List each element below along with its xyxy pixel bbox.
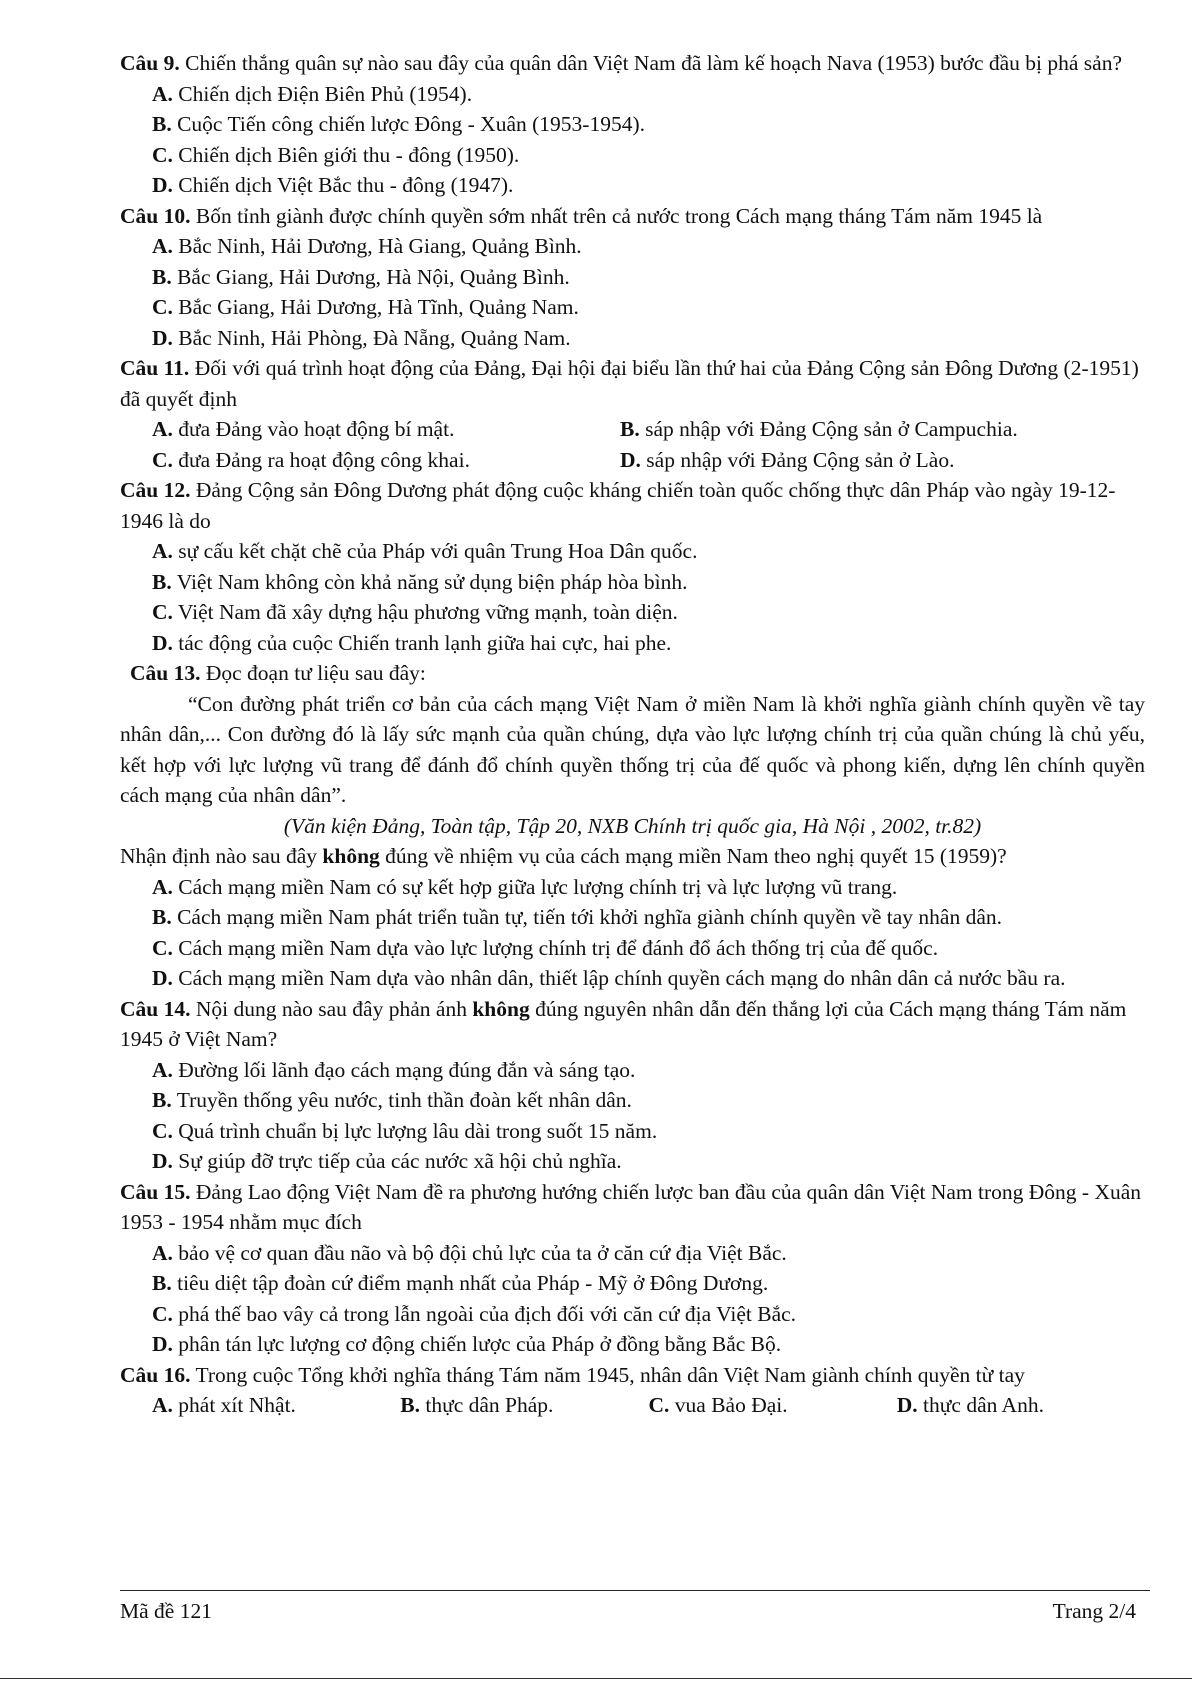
option: C. phá thế bao vây cả trong lẫn ngoài của địch đối với căn cứ địa Việt Bắc. xyxy=(152,1301,797,1326)
option: C. đưa Đảng ra hoạt động công khai. xyxy=(152,447,470,472)
option: B. Truyền thống yêu nước, tinh thần đoàn kết nhân dân. xyxy=(152,1088,632,1112)
option: D. Cách mạng miền Nam dựa vào nhân dân, thiết lập chính quyền cách mạng do nhân dân cả nước bầu ra. xyxy=(152,966,1066,990)
scan-edge-line xyxy=(0,1678,1192,1679)
option: B. Cuộc Tiến công chiến lược Đông - Xuân (1953-1954). xyxy=(152,112,645,136)
option: B. Việt Nam không còn khả năng sử dụng biện pháp hòa bình. xyxy=(152,569,688,594)
question-text: Đảng Cộng sản Đông Dương phát động cuộc kháng chiến toàn quốc chống thực dân Pháp vào ngày 19-12-1946 là do xyxy=(120,478,1116,533)
question-11 xyxy=(120,353,1145,475)
option: C. Bắc Giang, Hải Dương, Hà Tĩnh, Quảng Nam. xyxy=(152,295,579,319)
question-text: Chiến thắng quân sự nào sau đây của quân dân Việt Nam đã làm kế hoạch Nava (1953) bước đầu bị phá sản? xyxy=(185,51,1123,75)
question-text: Nhận định nào sau đây không đúng về nhiệm vụ của cách mạng miền Nam theo nghị quyết 15 (1959)? xyxy=(120,844,1007,868)
option: A. sự cấu kết chặt chẽ của Pháp với quân Trung Hoa Dân quốc. xyxy=(152,539,698,563)
question-number: Câu 14. xyxy=(120,996,191,1021)
option: B. sáp nhập với Đảng Cộng sản ở Campuchia. xyxy=(620,417,1018,441)
question-text: Bốn tỉnh giành được chính quyền sớm nhất trên cả nước trong Cách mạng tháng Tám năm 1945 là xyxy=(195,203,1043,228)
option: A. Chiến dịch Điện Biên Phủ (1954). xyxy=(152,81,473,106)
option: C. Chiến dịch Biên giới thu - đông (1950). xyxy=(152,142,520,167)
question-intro: Đọc đoạn tư liệu sau đây: xyxy=(205,661,426,685)
option: D. Sự giúp đỡ trực tiếp của các nước xã hội chủ nghĩa. xyxy=(152,1149,622,1173)
question-15 xyxy=(120,1177,1145,1360)
option: D. thực dân Anh. xyxy=(896,1393,1044,1417)
page-footer xyxy=(120,1596,1136,1626)
question-number: Câu 15. xyxy=(120,1179,191,1204)
question-10 xyxy=(120,201,1145,354)
option: D. phân tán lực lượng cơ động chiến lược của Pháp ở đồng bằng Bắc Bộ. xyxy=(152,1332,782,1356)
question-number: Câu 12. xyxy=(120,478,191,502)
option: C. vua Bảo Đại. xyxy=(648,1393,788,1417)
question-number: Câu 16. xyxy=(120,1362,191,1387)
quoted-passage: “Con đường phát triển cơ bản của cách mạng Việt Nam ở miền Nam là khởi nghĩa giành chính quyền về tay nhân dân,... Con đường đó là lấy sức mạnh của quần chúng, dựa vào lực lượng chính trị của quần chúng là chủ yếu, kết hợp với lực lượng vũ trang để đánh đổ chính quyền thống trị của đế quốc và phong kiến, dựng lên chính quyền cách mạng của nhân dân”. xyxy=(120,691,1145,807)
option: D. Bắc Ninh, Hải Phòng, Đà Nẵng, Quảng Nam. xyxy=(152,325,571,350)
option: C. Việt Nam đã xây dựng hậu phương vững mạnh, toàn diện. xyxy=(152,600,678,624)
option: A. đưa Đảng vào hoạt động bí mật. xyxy=(152,417,455,441)
option: D. tác động của cuộc Chiến tranh lạnh giữa hai cực, hai phe. xyxy=(152,630,672,655)
option: A. Đường lối lãnh đạo cách mạng đúng đắn và sáng tạo. xyxy=(152,1057,636,1082)
option: A. Bắc Ninh, Hải Dương, Hà Giang, Quảng Bình. xyxy=(152,234,582,258)
question-number: Câu 13. xyxy=(130,661,201,685)
question-13 xyxy=(120,658,1145,994)
option: A. bảo vệ cơ quan đầu não và bộ đội chủ lực của ta ở căn cứ địa Việt Bắc. xyxy=(152,1240,787,1265)
option: D. Chiến dịch Việt Bắc thu - đông (1947). xyxy=(152,173,514,197)
question-number: Câu 11. xyxy=(120,356,190,380)
question-text: Đảng Lao động Việt Nam đề ra phương hướng chiến lược ban đầu của quân dân Việt Nam trong Đông - Xuân 1953 - 1954 nhằm mục đích xyxy=(120,1179,1142,1234)
question-text: Đối với quá trình hoạt động của Đảng, Đại hội đại biểu lần thứ hai của Đảng Cộng sản Đông Dương (2-1951) đã quyết định xyxy=(120,356,1139,411)
option: A. phát xít Nhật. xyxy=(152,1393,296,1417)
question-number: Câu 9. xyxy=(120,51,180,75)
question-14: Câu 14. Nội dung nào sau đây phản ánh không đúng nguyên nhân dẫn đến thắng lợi của Cách mạng tháng Tám năm 1945 ở Việt Nam? A. Đường lối lãnh đạo cách mạng đúng đắn và sáng tạo. B. Truyền thống yêu nước, tinh thần đoàn kết nhân dân. C. Quá trình chuẩn bị lực lượng lâu dài trong suốt 15 năm. D. Sự giúp đỡ trực tiếp của các nước xã hội chủ nghĩa. xyxy=(120,994,1145,1177)
footer-divider xyxy=(120,1590,1150,1591)
question-16 xyxy=(120,1360,1145,1421)
exam-page xyxy=(120,48,1145,1421)
option: B. Cách mạng miền Nam phát triển tuần tự, tiến tới khởi nghĩa giành chính quyền về tay nhân dân. xyxy=(152,905,1003,929)
option: B. Bắc Giang, Hải Dương, Hà Nội, Quảng Bình. xyxy=(152,264,570,289)
option: A. Cách mạng miền Nam có sự kết hợp giữa lực lượng chính trị và lực lượng vũ trang. xyxy=(152,874,898,899)
question-12 xyxy=(120,475,1145,658)
quote-source: (Văn kiện Đảng, Toàn tập, Tập 20, NXB Chính trị quốc gia, Hà Nội , 2002, tr.82) xyxy=(283,813,982,838)
option: B. thực dân Pháp. xyxy=(400,1393,554,1417)
option: C. Quá trình chuẩn bị lực lượng lâu dài trong suốt 15 năm. xyxy=(152,1118,658,1143)
option: D. sáp nhập với Đảng Cộng sản ở Lào. xyxy=(620,447,955,472)
question-9 xyxy=(120,48,1145,201)
exam-code: Mã đề 121 xyxy=(120,1599,212,1623)
question-text: Trong cuộc Tổng khởi nghĩa tháng Tám năm 1945, nhân dân Việt Nam giành chính quyền từ tay xyxy=(195,1362,1025,1387)
page-number: Trang 2/4 xyxy=(1052,1599,1136,1623)
option: B. tiêu diệt tập đoàn cứ điểm mạnh nhất của Pháp - Mỹ ở Đông Dương. xyxy=(152,1271,769,1295)
question-number: Câu 10. xyxy=(120,203,191,228)
option: C. Cách mạng miền Nam dựa vào lực lượng chính trị để đánh đổ ách thống trị của đế quốc. xyxy=(152,935,939,960)
